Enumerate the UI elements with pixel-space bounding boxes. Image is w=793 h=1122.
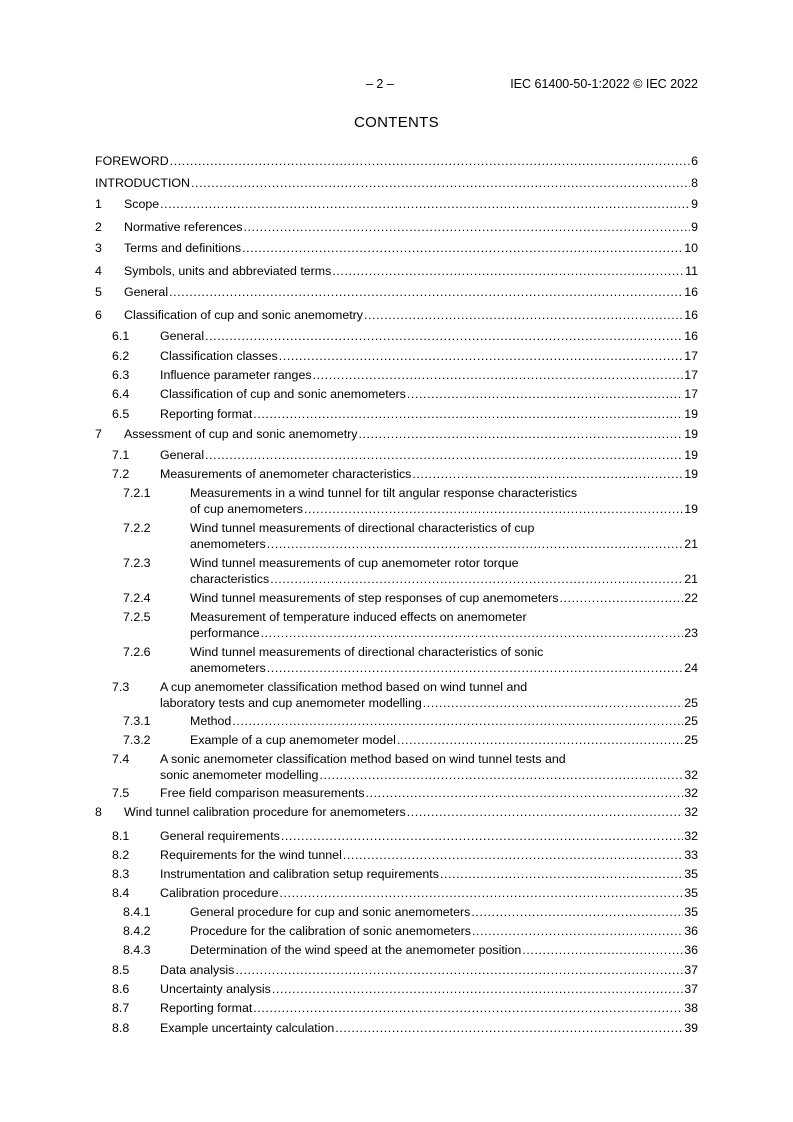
toc-entry-title-line: FOREWORD: [95, 154, 169, 168]
dot-leader: [272, 981, 683, 997]
toc-entry-text: [160, 885, 698, 901]
dot-leader: [471, 904, 683, 920]
toc-entry-page: 32: [684, 786, 698, 800]
dot-leader: [343, 847, 683, 863]
toc-entry-page: 24: [684, 661, 698, 675]
dot-leader: [332, 263, 684, 279]
toc-entry-title-line: Example of a cup anemometer model: [190, 733, 396, 747]
dot-leader: [559, 590, 683, 606]
toc-entry-text: [190, 644, 698, 676]
toc-entry-number: 8.5: [112, 963, 130, 977]
toc-entry-text: [160, 847, 698, 863]
toc-entry-text: [190, 555, 698, 587]
toc-entry-page: 16: [684, 329, 698, 343]
toc-entry-number: 6.2: [112, 349, 130, 363]
dot-leader: [243, 219, 690, 235]
toc-entry-number: 8: [95, 805, 102, 819]
toc-entry-number: 2: [95, 220, 102, 234]
toc-entry-text: [160, 406, 698, 422]
toc-entry-title-line: Example uncertainty calculation: [160, 1021, 335, 1035]
page-number: – 2 –: [366, 77, 394, 91]
toc-entry-text: [160, 328, 698, 344]
toc-entry-title-line: Symbols, units and abbreviated terms: [124, 264, 332, 278]
dot-leader: [313, 367, 684, 383]
toc-entry-title-line: anemometers: [190, 661, 266, 675]
toc-entry-text: [160, 1020, 698, 1036]
toc-entry-text: [190, 713, 698, 729]
toc-entry-text: [160, 785, 698, 801]
toc-entry-text: [160, 348, 698, 364]
toc-entry-title-line: Wind tunnel measurements of directional characteristics of sonic: [190, 645, 544, 659]
toc-entry-title-line: Wind tunnel calibration procedure for anemometers: [124, 805, 406, 819]
toc-entry-title-line: General: [124, 285, 169, 299]
toc-entry-page: 16: [684, 308, 698, 322]
toc-entry-text: [124, 284, 698, 300]
toc-entry-title-line: performance: [190, 626, 260, 640]
toc-entry-page: 9: [691, 220, 698, 234]
toc-entry-title-line: Determination of the wind speed at the anemometer position: [190, 943, 522, 957]
toc-entry-title-line: Wind tunnel measurements of step responses of cup anemometers: [190, 591, 559, 605]
toc-entry-number: 7.2.6: [123, 645, 151, 659]
contents-title: CONTENTS: [354, 114, 439, 131]
toc-entry-number: 6: [95, 308, 102, 322]
toc-entry-number: 8.6: [112, 982, 130, 996]
toc-entry-text: [190, 485, 698, 517]
toc-entry-title-line: Reporting format: [160, 407, 253, 421]
toc-entry-page: 37: [684, 963, 698, 977]
document-reference: IEC 61400-50-1:2022 © IEC 2022: [510, 77, 698, 91]
toc-entry-page: 25: [684, 696, 698, 710]
toc-entry-title-line: Terms and definitions: [124, 241, 242, 255]
toc-entry-title-line: Data analysis: [160, 963, 235, 977]
toc-entry-page: 25: [684, 714, 698, 728]
toc-entry-number: 7.1: [112, 448, 130, 462]
toc-entry-title-line: Uncertainty analysis: [160, 982, 271, 996]
toc-entry-text: [160, 828, 698, 844]
dot-leader: [191, 175, 690, 191]
toc-entry-page: 19: [684, 407, 698, 421]
dot-leader: [364, 307, 683, 323]
toc-entry-title-line: Wind tunnel measurements of cup anemometer rotor torque: [190, 556, 519, 570]
dot-leader: [397, 732, 683, 748]
toc-entry-number: 5: [95, 285, 102, 299]
toc-entry-page: 37: [684, 982, 698, 996]
toc-entry-title-line: laboratory tests and cup anemometer modelling: [160, 696, 422, 710]
toc-entry-text: [160, 386, 698, 402]
toc-entry-number: 6.3: [112, 368, 130, 382]
toc-entry-text: [124, 263, 698, 279]
toc-entry-page: 10: [684, 241, 698, 255]
toc-entry-title-line: Classification of cup and sonic anemometers: [160, 387, 406, 401]
toc-entry-number: 8.4: [112, 886, 130, 900]
toc-entry-page: 35: [684, 867, 698, 881]
dot-leader: [412, 466, 683, 482]
toc-entry-text: [190, 590, 698, 606]
toc-entry-title-line: General: [160, 329, 205, 343]
dot-leader: [267, 536, 683, 552]
toc-entry-page: 36: [684, 924, 698, 938]
dot-leader: [232, 713, 683, 729]
dot-leader: [267, 660, 683, 676]
toc-entry-page: 21: [684, 537, 698, 551]
toc-entry-page: 32: [684, 805, 698, 819]
toc-entry-title-line: Measurements of anemometer characteristics: [160, 467, 412, 481]
dot-leader: [279, 885, 683, 901]
toc-entry-text: [190, 520, 698, 552]
toc-entry-title-line: Assessment of cup and sonic anemometry: [124, 427, 358, 441]
toc-entry-page: 19: [684, 427, 698, 441]
dot-leader: [235, 962, 683, 978]
toc-entry-number: 7.2.1: [123, 486, 151, 500]
dot-leader: [440, 866, 683, 882]
dot-leader: [242, 240, 683, 256]
toc-entry-text: [124, 307, 698, 323]
toc-entry-title-line: Measurements in a wind tunnel for tilt angular response characteristics: [190, 486, 578, 500]
dot-leader: [205, 328, 683, 344]
toc-entry-number: 7.2.3: [123, 556, 151, 570]
dot-leader: [407, 804, 684, 820]
toc-entry-text: [124, 219, 698, 235]
toc-entry-number: 4: [95, 264, 102, 278]
toc-entry-title-line: Procedure for the calibration of sonic anemometers: [190, 924, 471, 938]
toc-entry-page: 19: [684, 502, 698, 516]
toc-entry-page: 38: [684, 1001, 698, 1015]
toc-entry-page: 11: [685, 264, 698, 278]
toc-entry-page: 19: [684, 448, 698, 462]
toc-entry-number: 8.1: [112, 829, 130, 843]
toc-entry-page: 32: [684, 829, 698, 843]
toc-entry-page: 35: [684, 886, 698, 900]
toc-entry-page: 17: [684, 368, 698, 382]
toc-entry-number: 8.4.3: [123, 943, 151, 957]
toc-entry-page: 17: [684, 387, 698, 401]
toc-entry-page: 33: [684, 848, 698, 862]
toc-entry-page: 23: [684, 626, 698, 640]
page-header: [95, 77, 698, 93]
toc-entry-page: 25: [684, 733, 698, 747]
toc-entry-text: [124, 240, 698, 256]
dot-leader: [205, 447, 683, 463]
toc-entry-page: 8: [691, 176, 698, 190]
toc-entry-number: 6.5: [112, 407, 130, 421]
toc-entry-title-line: Classification of cup and sonic anemometry: [124, 308, 363, 322]
toc-entry-number: 7.4: [112, 752, 130, 766]
toc-entry-title-line: Requirements for the wind tunnel: [160, 848, 342, 862]
toc-entry-title-line: Scope: [124, 197, 160, 211]
dot-leader: [407, 386, 683, 402]
dot-leader: [423, 695, 683, 711]
toc-entry-number: 8.4.2: [123, 924, 151, 938]
toc-entry-title-line: characteristics: [190, 572, 270, 586]
toc-entry-page: 6: [691, 154, 698, 168]
toc-entry-number: 7.5: [112, 786, 130, 800]
dot-leader: [253, 1000, 683, 1016]
toc-entry-number: 3: [95, 241, 102, 255]
toc-entry-text: [160, 962, 698, 978]
toc-entry-number: 8.2: [112, 848, 130, 862]
toc-entry-number: 7.3: [112, 680, 130, 694]
toc-entry-text: [160, 466, 698, 482]
toc-entry-title-line: Influence parameter ranges: [160, 368, 312, 382]
toc-entry-text: [124, 426, 698, 442]
toc-entry-number: 7.3.1: [123, 714, 151, 728]
toc-entry-page: 39: [684, 1021, 698, 1035]
toc-entry-number: 1: [95, 197, 102, 211]
toc-entry-text: [160, 367, 698, 383]
toc-entry-page: 36: [684, 943, 698, 957]
toc-entry-title-line: Free field comparison measurements: [160, 786, 365, 800]
toc-entry-title-line: Method: [190, 714, 232, 728]
toc-entry-page: 22: [684, 591, 698, 605]
toc-entry-number: 8.3: [112, 867, 130, 881]
dot-leader: [170, 153, 690, 169]
toc-entry-title-line: of cup anemometers: [190, 502, 303, 516]
toc-entry-number: 7.2.4: [123, 591, 151, 605]
toc-entry-number: 7.2.5: [123, 610, 151, 624]
dot-leader: [261, 625, 684, 641]
toc-entry-text: [160, 1000, 698, 1016]
toc-entry-title-line: Classification classes: [160, 349, 278, 363]
dot-leader: [472, 923, 683, 939]
dot-leader: [160, 196, 690, 212]
dot-leader: [279, 348, 683, 364]
toc-entry-page: 32: [684, 768, 698, 782]
toc-entry-title-line: A cup anemometer classification method based on wind tunnel and: [160, 680, 528, 694]
toc-entry-number: 8.8: [112, 1021, 130, 1035]
dot-leader: [169, 284, 683, 300]
toc-entry-title-line: General: [160, 448, 205, 462]
toc-entry-text: [160, 447, 698, 463]
toc-entry-number: 7: [95, 427, 102, 441]
toc-entry-number: 7.3.2: [123, 733, 151, 747]
toc-entry-title-line: Normative references: [124, 220, 243, 234]
dot-leader: [304, 501, 683, 517]
toc-entry-text: [160, 679, 698, 711]
toc-entry-page: 16: [684, 285, 698, 299]
dot-leader: [366, 785, 684, 801]
toc-entry-text: [190, 609, 698, 641]
toc-entry-title-line: sonic anemometer modelling: [160, 768, 319, 782]
toc-entry-page: 19: [684, 467, 698, 481]
dot-leader: [335, 1020, 683, 1036]
toc-entry-title-line: General procedure for cup and sonic anemometers: [190, 905, 471, 919]
toc-entry-title-line: General requirements: [160, 829, 280, 843]
toc-entry-text: [160, 751, 698, 783]
toc-entry-title-line: Reporting format: [160, 1001, 253, 1015]
toc-entry-text: [160, 866, 698, 882]
toc-entry-number: 6.1: [112, 329, 130, 343]
toc-entry-number: 8.7: [112, 1001, 130, 1015]
toc-entry-number: 8.4.1: [123, 905, 151, 919]
toc-entry-page: 17: [684, 349, 698, 363]
toc-entry-title-line: Calibration procedure: [160, 886, 279, 900]
dot-leader: [358, 426, 683, 442]
toc-entry-page: 21: [684, 572, 698, 586]
toc-entry-number: 7.2.2: [123, 521, 151, 535]
toc-entry-text: [190, 732, 698, 748]
dot-leader: [319, 767, 683, 783]
toc-entry-title-line: Instrumentation and calibration setup requirements: [160, 867, 439, 881]
dot-leader: [281, 828, 683, 844]
toc-entry-page: 9: [691, 197, 698, 211]
dot-leader: [253, 406, 683, 422]
toc-entry-text: [190, 904, 698, 920]
dot-leader: [270, 571, 683, 587]
toc-entry-text: [190, 923, 698, 939]
toc-entry-title-line: anemometers: [190, 537, 266, 551]
toc-entry-text: [124, 196, 698, 212]
toc-entry-title-line: Wind tunnel measurements of directional characteristics of cup: [190, 521, 535, 535]
toc-entry-text: [95, 175, 698, 191]
toc-entry-page: 35: [684, 905, 698, 919]
toc-entry-text: [190, 942, 698, 958]
toc-entry-title-line: Measurement of temperature induced effects on anemometer: [190, 610, 527, 624]
toc-entry-title-line: INTRODUCTION: [95, 176, 190, 190]
toc-entry-number: 6.4: [112, 387, 130, 401]
toc-entry-title-line: A sonic anemometer classification method based on wind tunnel tests and: [160, 752, 566, 766]
toc-entry-number: 7.2: [112, 467, 130, 481]
toc-entry-text: [124, 804, 698, 820]
toc-entry-text: [160, 981, 698, 997]
toc-entry-text: [95, 153, 698, 169]
dot-leader: [522, 942, 683, 958]
